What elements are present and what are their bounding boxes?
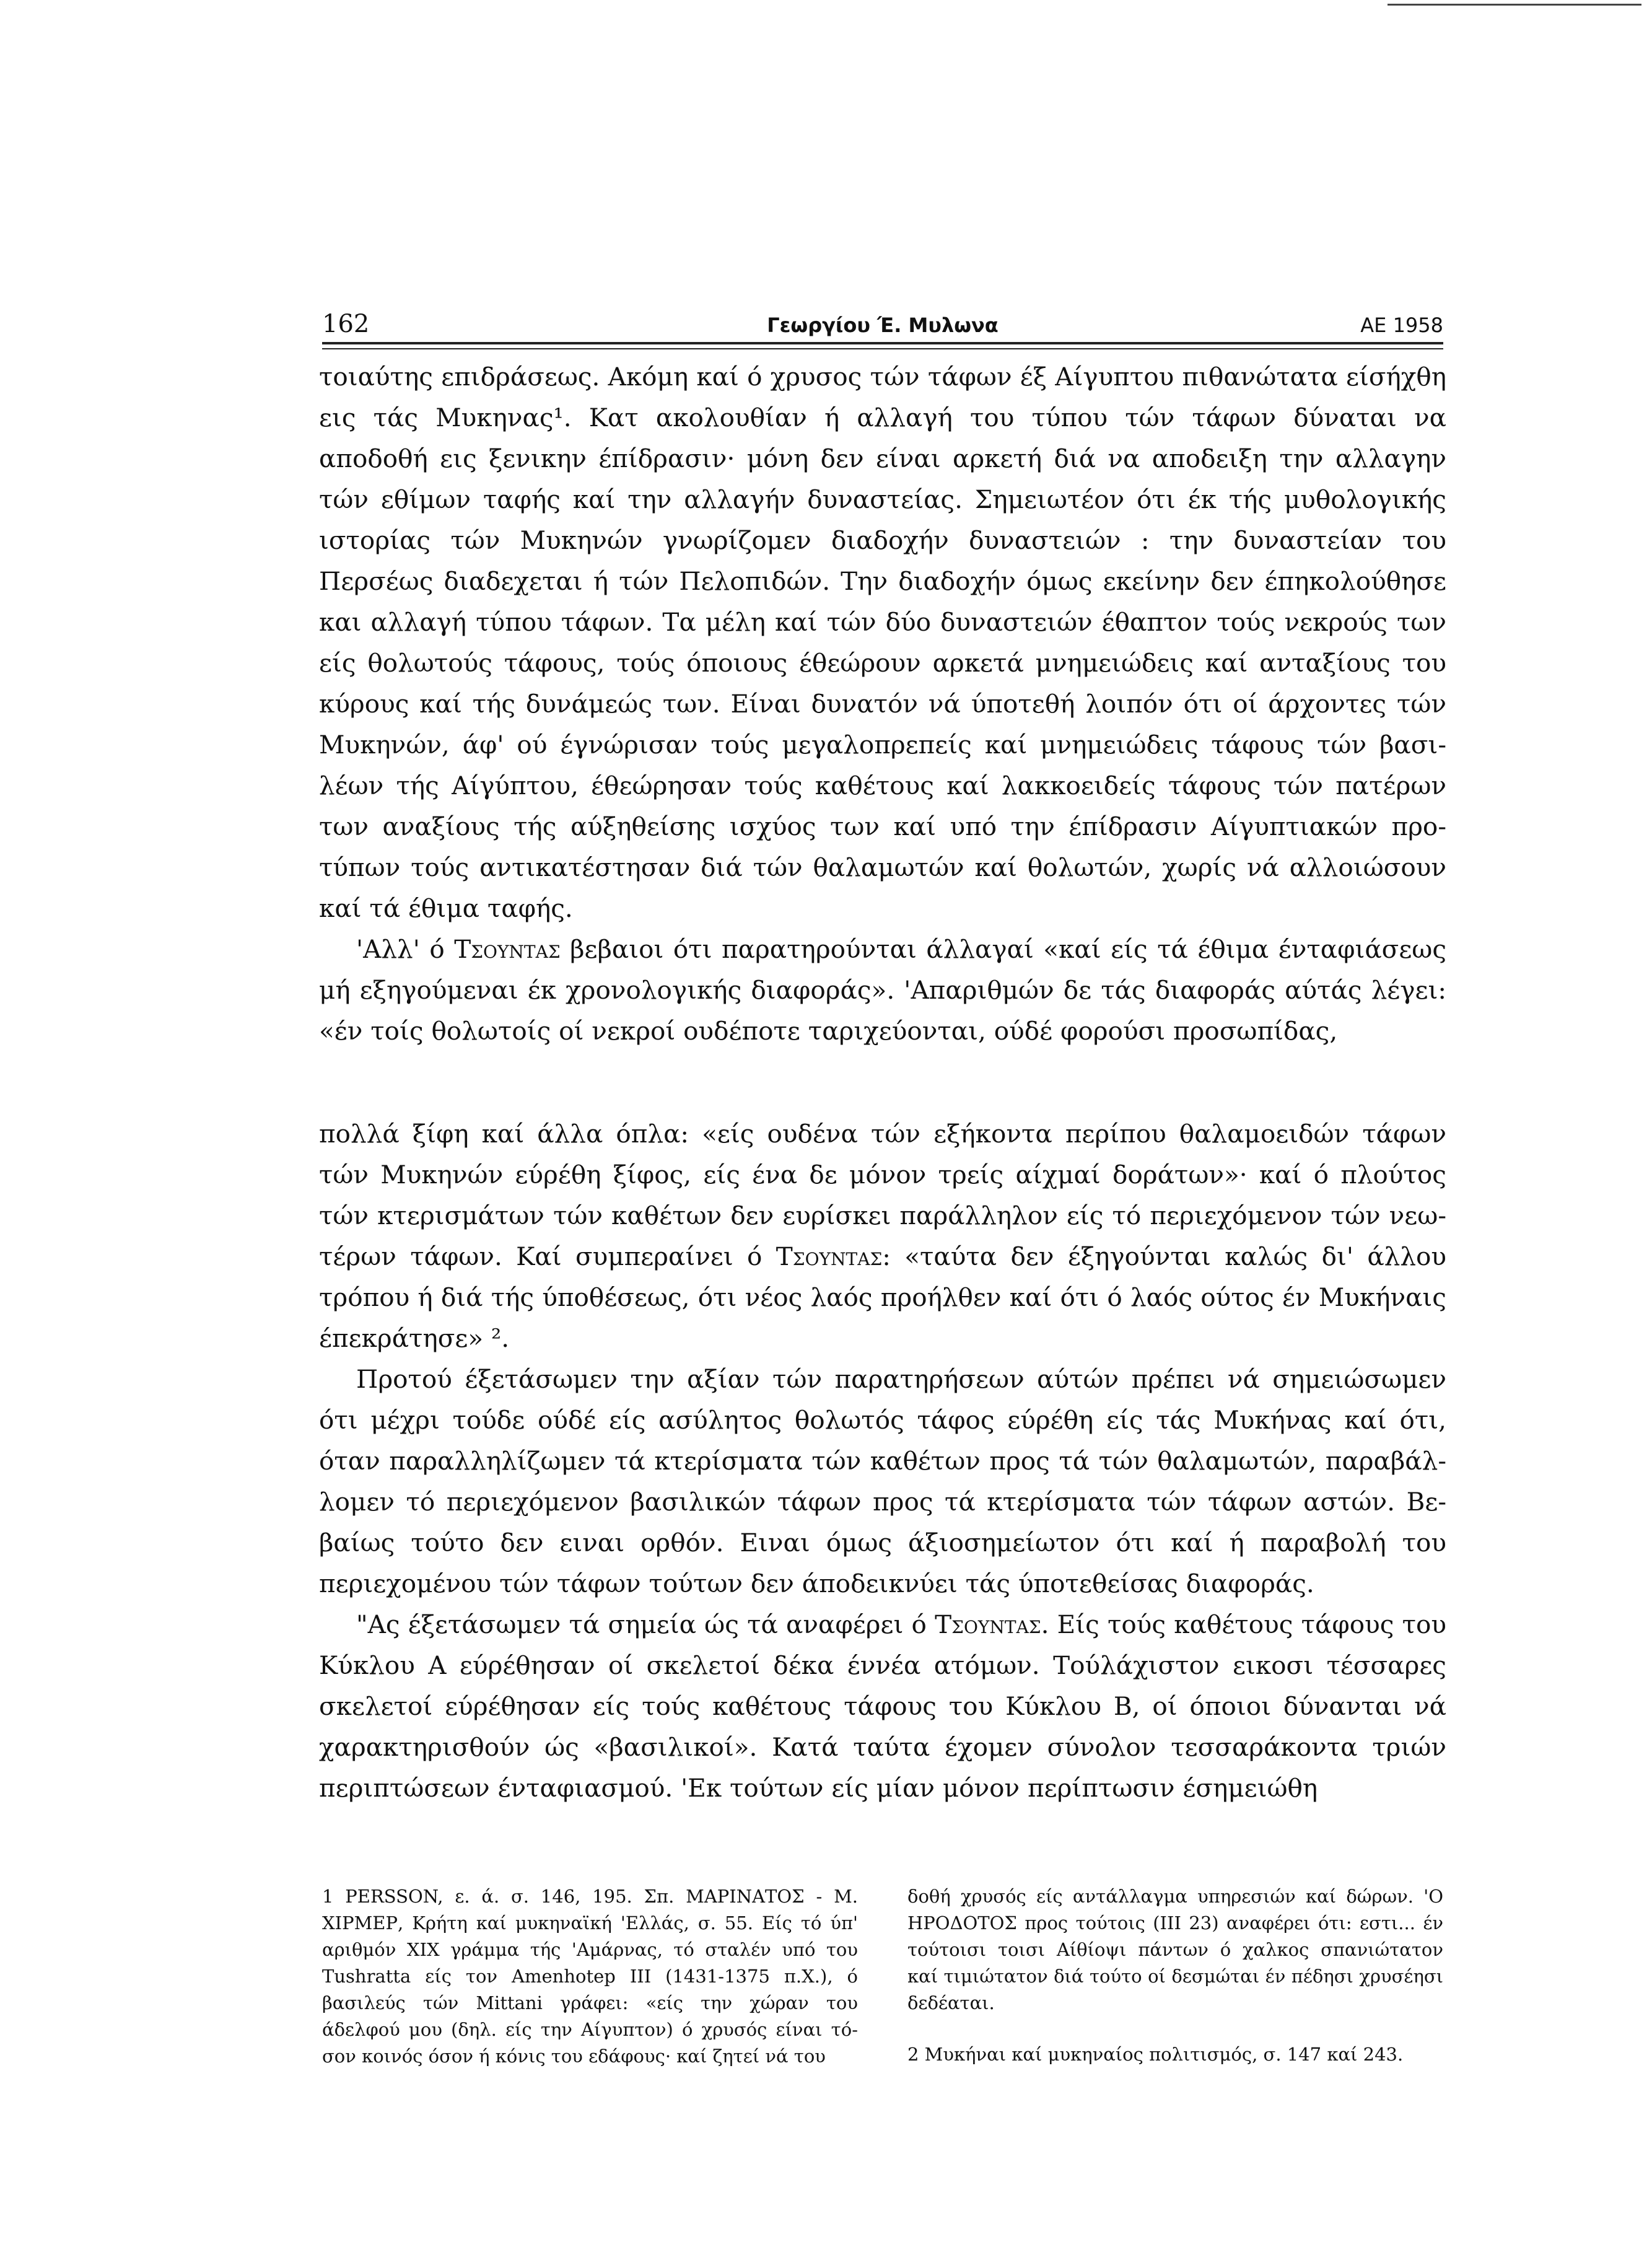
footnote-1: 1 PERSSON, ε. ά. σ. 146, 195. Σπ. ΜΑΡΙΝΑΤΟΣ - Μ. ΧΙΡΜΕΡ, Κρήτη καί μυκηναϊκή 'Ελλάς, σ. 55. Είς τό ύπ' αριθμόν XIX γράμμα τής 'Αμάρνας, τό σταλέν υπό του Tushratta είς τον Amenhotep III (1431-1375 π.Χ.), ό βασιλεύς τών Mittani γράφει: «είς την χώραν του άδελφού μου (δηλ. είς την Αίγυπτον) ό χρυσός είναι τόσον κοινός όσον ή κόνις του εδάφους· καί ζητεί νά του (322, 1886, 858, 2067)
paragraph-gap (319, 1051, 1446, 1113)
header-rule-thin (322, 348, 1443, 349)
paragraph: τοιαύτης επιδράσεως. Ακόμη καί ό χρυσος τών τάφων έξ Αίγυπτου πιθανώτατα είσήχθη εις τάς Μυκηνας¹. Κατ ακολουθίαν ή αλλαγή του τύπου τών τάφων δύναται να αποδοθή εις ξενικην έπίδρασιν· μόνη δεν είναι αρκετή διά να αποδειξη την αλλαγην τών εθίμων ταφής καί την αλλαγήν δυναστείας. Σημειωτέον ότι έκ τής μυθολογικής ιστορίας τών Μυκηνών γνωρίζομεν διαδοχήν δυναστειών : την δυναστείαν του Περσέως διαδεχεται ή τών Πελοπιδών. Την διαδοχήν όμως εκείνην δεν έπηκολούθησε και αλλαγή τύπου τάφων. Τα μέλη καί τών δύο δυναστειών έθαπτον τούς νεκρούς των είς θολωτούς τάφους, τούς όποιους έθεώρουν αρκετά μνημειώδεις καί ανταξίους του κύρους καί τής δυνάμεώς των. Είναι δυνατόν νά ύποτεθή λοιπόν ότι οί άρχοντες τών Μυκηνών, άφ' ού έγνώρισαν τούς μεγαλοπρεπείς καί μνημειώδεις τάφους τών βασιλέων τής Αίγύπτου, έθεώρησαν τούς καθέτους καί λακκοειδείς τάφους τών πατέρων των αναξίους τής αύξηθείσης ισχύος των καί υπό την έπίδρασιν Αίγυπτιακών προτύπων τούς αντικατέστησαν διά τών θαλαμωτών καί θολωτών, χωρίς νά αλλοιώσουν καί τά έθιμα ταφής. (319, 362, 1446, 923)
author-name: Τσουντας (454, 934, 561, 964)
paragraph (319, 929, 1446, 1051)
page-number: 162 (322, 310, 370, 338)
text-run: : «ταύτα δεν έξηγούνται καλώς δι' άλλου τρόπου ή διά τής ύποθέσεως, ότι νέος λαός προήλθεν καί ότι ό λαός ούτος έν Μυκήναις έπεκράτησε» ². (319, 1242, 1447, 1353)
running-head-journal: ΑΕ 1958 (1360, 313, 1443, 337)
footnote-1-continued: δοθή χρυσός είς αντάλλαγμα υπηρεσιών καί δώρων. 'Ο ΗΡΟΔΟΤΟΣ προς τούτοις (III 23) αναφέρει ότι: εστι... έν τούτοισι τοισι Αίθίοψι πάντων ό χαλκος σπανιώτατον καί τιμιώτατον διά τούτο οί δεσμώται έν πέδησι χρυσέησι δεδέαται. (907, 1886, 1443, 2013)
paragraph (319, 1604, 1446, 1808)
main-text (319, 356, 1446, 1808)
text-run: "Ας έξετάσωμεν τά σημεία ώς τά αναφέρει ό (356, 1610, 935, 1639)
footnote-column-right (907, 1883, 1443, 2068)
header-rule-thick (322, 342, 1443, 344)
paragraph: Προτού έξετάσωμεν την αξίαν τών παρατηρήσεων αύτών πρέπει νά σημειώσωμεν ότι μέχρι τούδε ούδέ είς ασύλητος θολωτός τάφος εύρέθη είς τάς Μυκήνας καί ότι, όταν παραλληλίζωμεν τά κτερίσματα τών καθέτων προς τά τών θαλαμωτών, παραβάλλομεν τό περιεχόμενον βασιλικών τάφων προς τά κτερίσματα τών τάφων αστών. Βεβαίως τούτο δεν ειναι ορθόν. Ειναι όμως άξιοσημείωτον ότι καί ή παραβολή του περιεχομένου τών τάφων τούτων δεν άποδεικνύει τάς ύποτεθείσας διαφοράς. (319, 1364, 1446, 1598)
text-run: πολλά ξίφη καί άλλα όπλα: «είς ουδένα τών εξήκοντα περίπου θαλαμοειδών τάφων τών Μυκηνών εύρέθη ξίφος, είς ένα δε μόνον τρείς αίχμαί δοράτων»· καί ό πλούτος τών κτερισμάτων τών καθέτων δεν ευρίσκει παράλληλον είς τό περιεχόμενον τών νεωτέρων τάφων. Καί συμπεραίνει ό (319, 1119, 1446, 1271)
text-run: 'Αλλ' ό (356, 934, 455, 964)
paragraph (319, 1113, 1446, 1359)
text-run: βεβαιοι ότι παρατηρούνται άλλαγαί «καί είς τά έθιμα ένταφιάσεως μή εξηγούμεναι έκ χρονολογικής διαφοράς». 'Απαριθμών δε τάς διαφοράς αύτάς λέγει: «έν τοίς θολωτοίς οί νεκροί ουδέποτε ταριχεύονται, ούδέ φορούσι προσωπίδας, (319, 934, 1447, 1046)
running-header (322, 310, 1443, 347)
author-name: Τσουντας (776, 1242, 883, 1271)
text-run: . Είς τούς καθέτους τάφους του Κύκλου Α εύρέθησαν οί σκελετοί δέκα έννέα ατόμων. Τούλάχιστον εικοσι τέσσαρες σκελετοί εύρέθησαν είς τούς καθέτους τάφους του Κύκλου Β, οί όποιοι δύνανται νά χαρακτηρισθούν ώς «βασιλικοί». Κατά ταύτα έχομεν σύνολον τεσσαράκοντα τριών περιπτώσεων ένταφιασμού. 'Εκ τούτων είς μίαν μόνον περίπτωσιν έσημειώθη (319, 1610, 1446, 1803)
author-name: Τσουντας (935, 1610, 1041, 1639)
footnote-2: 2 Μυκήναι καί μυκηναίος πολιτισμός, σ. 147 καί 243. (907, 2044, 1404, 2065)
top-edge-rule (1388, 4, 1641, 6)
footnote-column-left (322, 1883, 858, 2070)
running-head-author: Γεωργίου Έ. Μυλωνα (767, 313, 999, 337)
